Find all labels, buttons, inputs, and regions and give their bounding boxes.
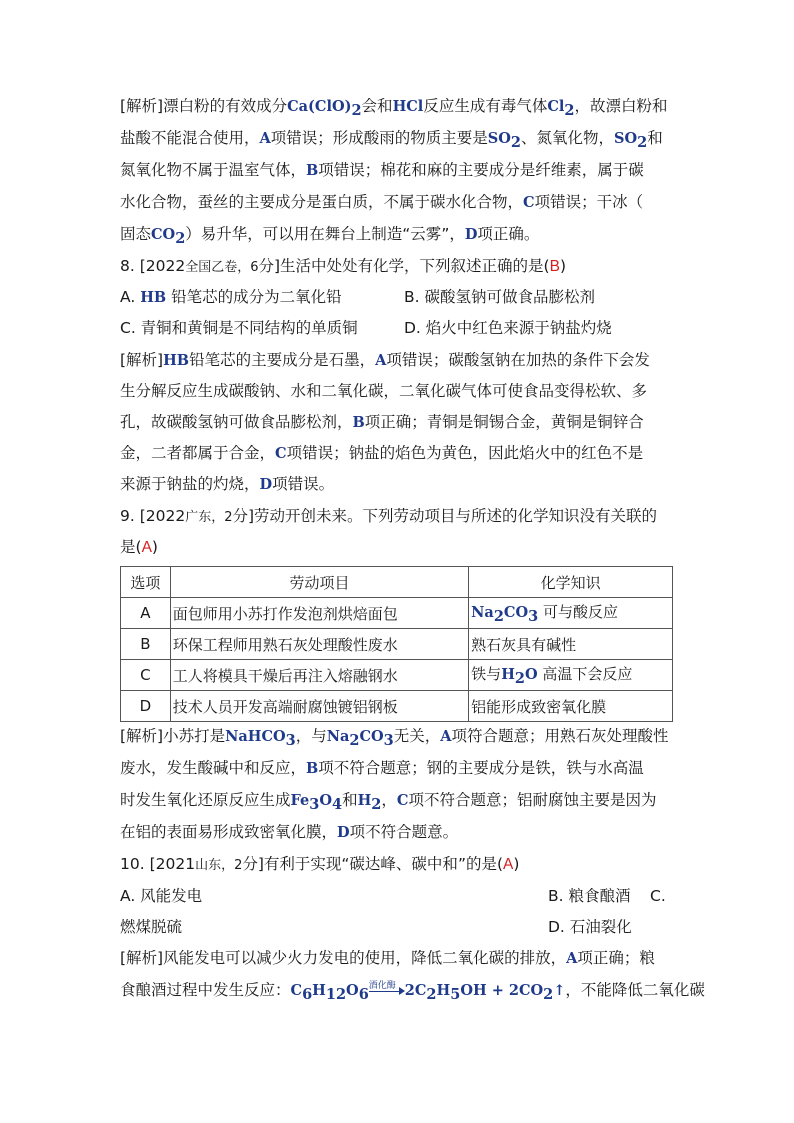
explanation-line: 食酿酒过程中发生反应：$C_6H_{12}O_6$ 酒化酶 $2C_2H_5OH$ + $2CO_2↑$，不能降低二氧化碳	[120, 981, 705, 1004]
question-8-stem: 8. [2022全国乙卷，6分]生活中处处有化学，下列叙述正确的是(B)	[120, 257, 567, 275]
explanation-line: [解析]漂白粉的有效成分$Ca(ClO)_2$会和HCl反应生成有毒气体$Cl_2$，故漂白粉和	[120, 97, 668, 120]
explanation-line: 水化合物，蚕丝的主要成分是蛋白质，不属于碳水化合物，C项错误；干冰（	[120, 193, 644, 211]
option-c: 燃煤脱硫	[120, 918, 183, 936]
option-c: C. 青铜和黄铜是不同结构的单质铜	[120, 319, 358, 337]
explanation-line: 在铝的表面易形成致密氧化膜，D项不符合题意。	[120, 823, 459, 841]
option-d: D. 焰火中红色来源于钠盐灼烧	[404, 319, 612, 337]
option-a: A. HB 铅笔芯的成分为二氧化铅	[120, 288, 342, 306]
option-b: B. 粮食酿酒	[548, 887, 631, 905]
table-cell-knowledge: $Na_2CO_3$ 可与酸反应	[469, 598, 673, 629]
explanation-line: 固态$CO_2$）易升华，可以用在舞台上制造“云雾”，D项正确。	[120, 225, 540, 248]
answer-letter: B	[549, 258, 560, 275]
explanation-line: 盐酸不能混合使用，A项错误；形成酸雨的物质主要是$SO_2$、氮氧化物，$SO_2$和	[120, 129, 663, 152]
table-cell-project: 面包师用小苏打作发泡剂烘焙面包	[170, 598, 468, 629]
explanation-line: 氮氧化物不属于温室气体，B项错误；棉花和麻的主要成分是纤维素，属于碳	[120, 161, 644, 179]
question-10-stem: 10. [2021山东，2分]有利于实现“碳达峰、碳中和”的是(A)	[120, 855, 520, 873]
explanation-line: [解析]HB铅笔芯的主要成分是石墨，A项错误；碳酸氢钠在加热的条件下会发	[120, 351, 650, 369]
answer-letter: A	[503, 856, 514, 873]
table-cell-option: A	[121, 598, 171, 629]
table-header-row	[121, 567, 673, 598]
table-cell-project: 技术人员开发高端耐腐蚀镀铝钢板	[170, 691, 468, 722]
table-cell-knowledge: 铝能形成致密氧化膜	[469, 691, 673, 722]
table-row	[121, 598, 673, 629]
table-header-cell: 选项	[121, 567, 171, 598]
reaction-arrow-icon: 酒化酶	[369, 982, 405, 996]
explanation-line: 孔，故碳酸氢钠可做食品膨松剂，B项正确；青铜是铜锡合金，黄铜是铜锌合	[120, 413, 644, 431]
explanation-line: 废水，发生酸碱中和反应，B项不符合题意；钢的主要成分是铁，铁与水高温	[120, 759, 644, 777]
option-d: D. 石油裂化	[548, 918, 632, 936]
table-cell-project: 环保工程师用熟石灰处理酸性废水	[170, 629, 468, 660]
explanation-line: [解析]风能发电可以减少火力发电的使用，降低二氧化碳的排放，A项正确；粮	[120, 949, 655, 967]
table-row	[121, 660, 673, 691]
table-header-cell: 劳动项目	[170, 567, 468, 598]
question-9-stem-cont: 是(A)	[120, 538, 158, 556]
option-a: A. 风能发电	[120, 887, 203, 905]
answer-letter: A	[141, 539, 152, 556]
option-c-label: C.	[650, 887, 666, 905]
table-cell-option: C	[121, 660, 171, 691]
table-row	[121, 691, 673, 722]
explanation-line: 生分解反应生成碳酸钠、水和二氧化碳，二氧化碳气体可使食品变得松软、多	[120, 382, 648, 400]
table-header-cell: 化学知识	[469, 567, 673, 598]
explanation-line: [解析]小苏打是NaHCO$_3$，与$Na_2CO_3$无关，A项符合题意；用熟石灰处理酸性	[120, 727, 669, 750]
table-cell-knowledge: 铁与$H_2O$ 高温下会反应	[469, 660, 673, 691]
explanation-line: 来源于钠盐的灼烧，D项错误。	[120, 475, 335, 493]
table-cell-project: 工人将模具干燥后再注入熔融钢水	[170, 660, 468, 691]
gas-arrow-icon: ↑	[553, 982, 566, 999]
table-cell-option: D	[121, 691, 171, 722]
table-cell-knowledge: 熟石灰具有碱性	[469, 629, 673, 660]
explanation-line: 时发生氧化还原反应生成$Fe_3O_4$和$H_2$，C项不符合题意；铝耐腐蚀主要是因为	[120, 791, 657, 814]
option-b: B. 碳酸氢钠可做食品膨松剂	[404, 288, 595, 306]
explanation-line: 金，二者都属于合金，C项错误；钠盐的焰色为黄色，因此焰火中的红色不是	[120, 444, 644, 462]
table-row	[121, 629, 673, 660]
table-cell-option: B	[121, 629, 171, 660]
question-9-table	[120, 566, 673, 722]
question-9-stem: 9. [2022广东，2分]劳动开创未来。下列劳动项目与所述的化学知识没有关联的	[120, 507, 658, 525]
